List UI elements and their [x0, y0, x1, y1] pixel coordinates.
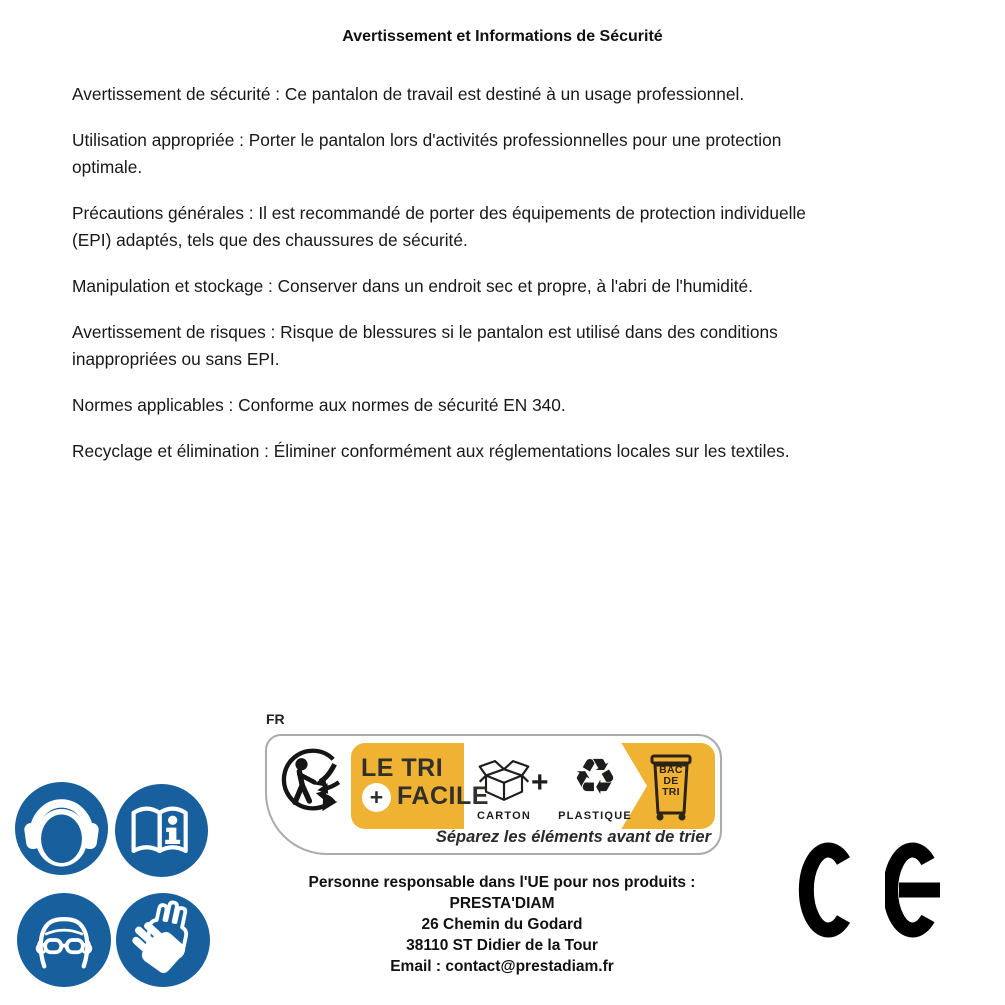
eye-protection-icon	[17, 893, 111, 987]
ce-mark-c-icon	[797, 842, 856, 938]
paragraph-precautions	[72, 200, 957, 254]
paragraph-normes	[72, 392, 957, 419]
material-carton-label: CARTON	[476, 810, 532, 822]
page-title: Avertissement et Informations de Sécurité	[342, 28, 663, 45]
text-line: inappropriées ou sans EPI.	[72, 349, 280, 369]
triman-icon	[277, 743, 349, 823]
materials-plus-sign: +	[531, 766, 549, 799]
text-line: Normes applicables : Conforme aux normes de sécurité EN 340.	[72, 395, 566, 415]
ce-mark-e-icon	[885, 842, 940, 938]
paragraph-risques	[72, 319, 957, 373]
text-line: optimale.	[72, 157, 143, 177]
text-line: Utilisation appropriée : Porter le pantalon lors d'activités professionnelles pour une protection	[72, 130, 782, 150]
material-plastique-label: PLASTIQUE	[558, 810, 632, 822]
text-line: Précautions générales : Il est recommandé de porter des équipements de protection individuelle	[72, 203, 806, 223]
responsible-person-block	[272, 872, 732, 977]
read-manual-icon	[115, 784, 208, 877]
protective-gloves-icon	[116, 893, 210, 987]
paragraph-recyclage	[72, 438, 957, 465]
safety-text-block	[72, 81, 957, 484]
sorting-tagline: Séparez les éléments avant de trier	[435, 828, 711, 846]
text-line: Avertissement de sécurité : Ce pantalon de travail est destiné à un usage professionnel.	[72, 84, 745, 104]
text-line: Avertissement de risques : Risque de blessures si le pantalon est utilisé dans des conditions	[72, 322, 778, 342]
ear-protection-icon	[15, 782, 108, 875]
bin-text-line: BAC	[659, 764, 683, 776]
text-line: Recyclage et élimination : Éliminer conformément aux réglementations locales sur les textiles.	[72, 441, 790, 461]
carton-box-icon	[477, 752, 531, 808]
responsible-intro-line: Personne responsable dans l'UE pour nos produits :	[308, 874, 696, 891]
paragraph-avertissement-securite	[72, 81, 957, 108]
text-line: (EPI) adaptés, tels que des chaussures de sécurité.	[72, 230, 468, 250]
company-name: PRESTA'DIAM	[449, 895, 555, 912]
paragraph-manipulation	[72, 273, 957, 300]
address-street: 26 Chemin du Godard	[421, 916, 583, 933]
info-tri-recycling-label	[265, 734, 722, 855]
bin-text-line: TRI	[662, 786, 680, 798]
headline-le-tri: LE TRI	[361, 754, 444, 782]
text-line: Manipulation et stockage : Conserver dans un endroit sec et propre, à l'abri de l'humidité.	[72, 276, 753, 296]
plus-badge: +	[362, 783, 391, 812]
bin-text	[646, 765, 696, 798]
headline-facile: FACILE	[397, 782, 489, 810]
recycling-symbol-icon: ♻	[572, 748, 618, 806]
bin-text-line: DE	[663, 775, 679, 787]
paragraph-utilisation	[72, 127, 957, 181]
address-city: 38110 ST Didier de la Tour	[406, 937, 598, 954]
contact-email: Email : contact@prestadiam.fr	[390, 958, 614, 975]
country-code-label: FR	[266, 711, 285, 727]
